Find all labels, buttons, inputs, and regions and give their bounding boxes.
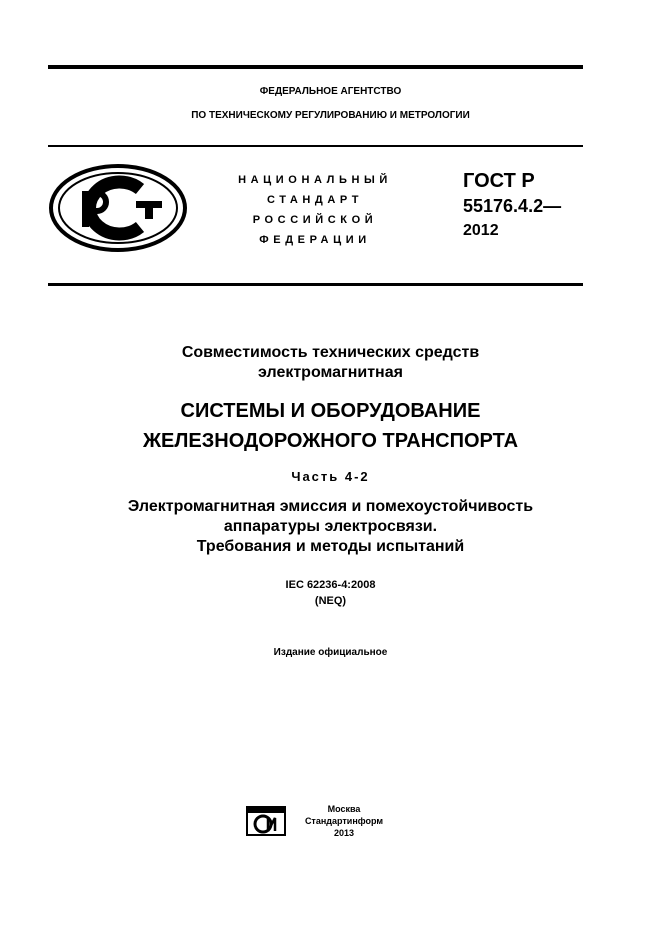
standard-type-line-3: РОССИЙСКОЙ <box>252 214 378 226</box>
main-title-line-2: ЖЕЛЕЗНОДОРОЖНОГО ТРАНСПОРТА <box>142 430 519 452</box>
publisher-logo-icon <box>246 806 286 836</box>
part-label: Часть 4-2 <box>291 469 370 484</box>
edition-label: Издание официальное <box>273 647 388 658</box>
description-line-3: Требования и методы испытаний <box>196 538 465 555</box>
description-line-1: Электромагнитная эмиссия и помехоустойчивость <box>127 498 534 515</box>
rst-logo-icon <box>48 163 188 253</box>
equivalence-label: (NEQ) <box>314 595 347 607</box>
designation-line-1: ГОСТ Р <box>463 170 535 192</box>
standard-type-line-1: НАЦИОНАЛЬНЫЙ <box>238 174 392 186</box>
publisher-year: 2013 <box>333 828 355 838</box>
middle-rule <box>48 145 583 147</box>
top-rule <box>48 65 583 69</box>
description-line-2: аппаратуры электросвязи. <box>223 518 438 535</box>
designation-line-3: 2012 <box>463 222 499 239</box>
subtitle-line-1: Совместимость технических средств <box>181 344 480 361</box>
bottom-rule <box>48 283 583 286</box>
standard-type-line-4: ФЕДЕРАЦИИ <box>259 234 371 246</box>
publisher-city: Москва <box>327 804 361 814</box>
agency-line-1: ФЕДЕРАЛЬНОЕ АГЕНТСТВО <box>259 86 402 97</box>
agency-line-2: ПО ТЕХНИЧЕСКОМУ РЕГУЛИРОВАНИЮ И МЕТРОЛОГИИ <box>191 110 470 121</box>
subtitle-line-2: электромагнитная <box>258 364 403 381</box>
publisher-name: Стандартинформ <box>304 816 384 826</box>
main-title-line-1: СИСТЕМЫ И ОБОРУДОВАНИЕ <box>180 400 481 422</box>
designation-line-2: 55176.4.2— <box>463 196 562 216</box>
standard-type-line-2: СТАНДАРТ <box>266 194 364 206</box>
iec-reference: IEC 62236-4:2008 <box>285 579 376 591</box>
